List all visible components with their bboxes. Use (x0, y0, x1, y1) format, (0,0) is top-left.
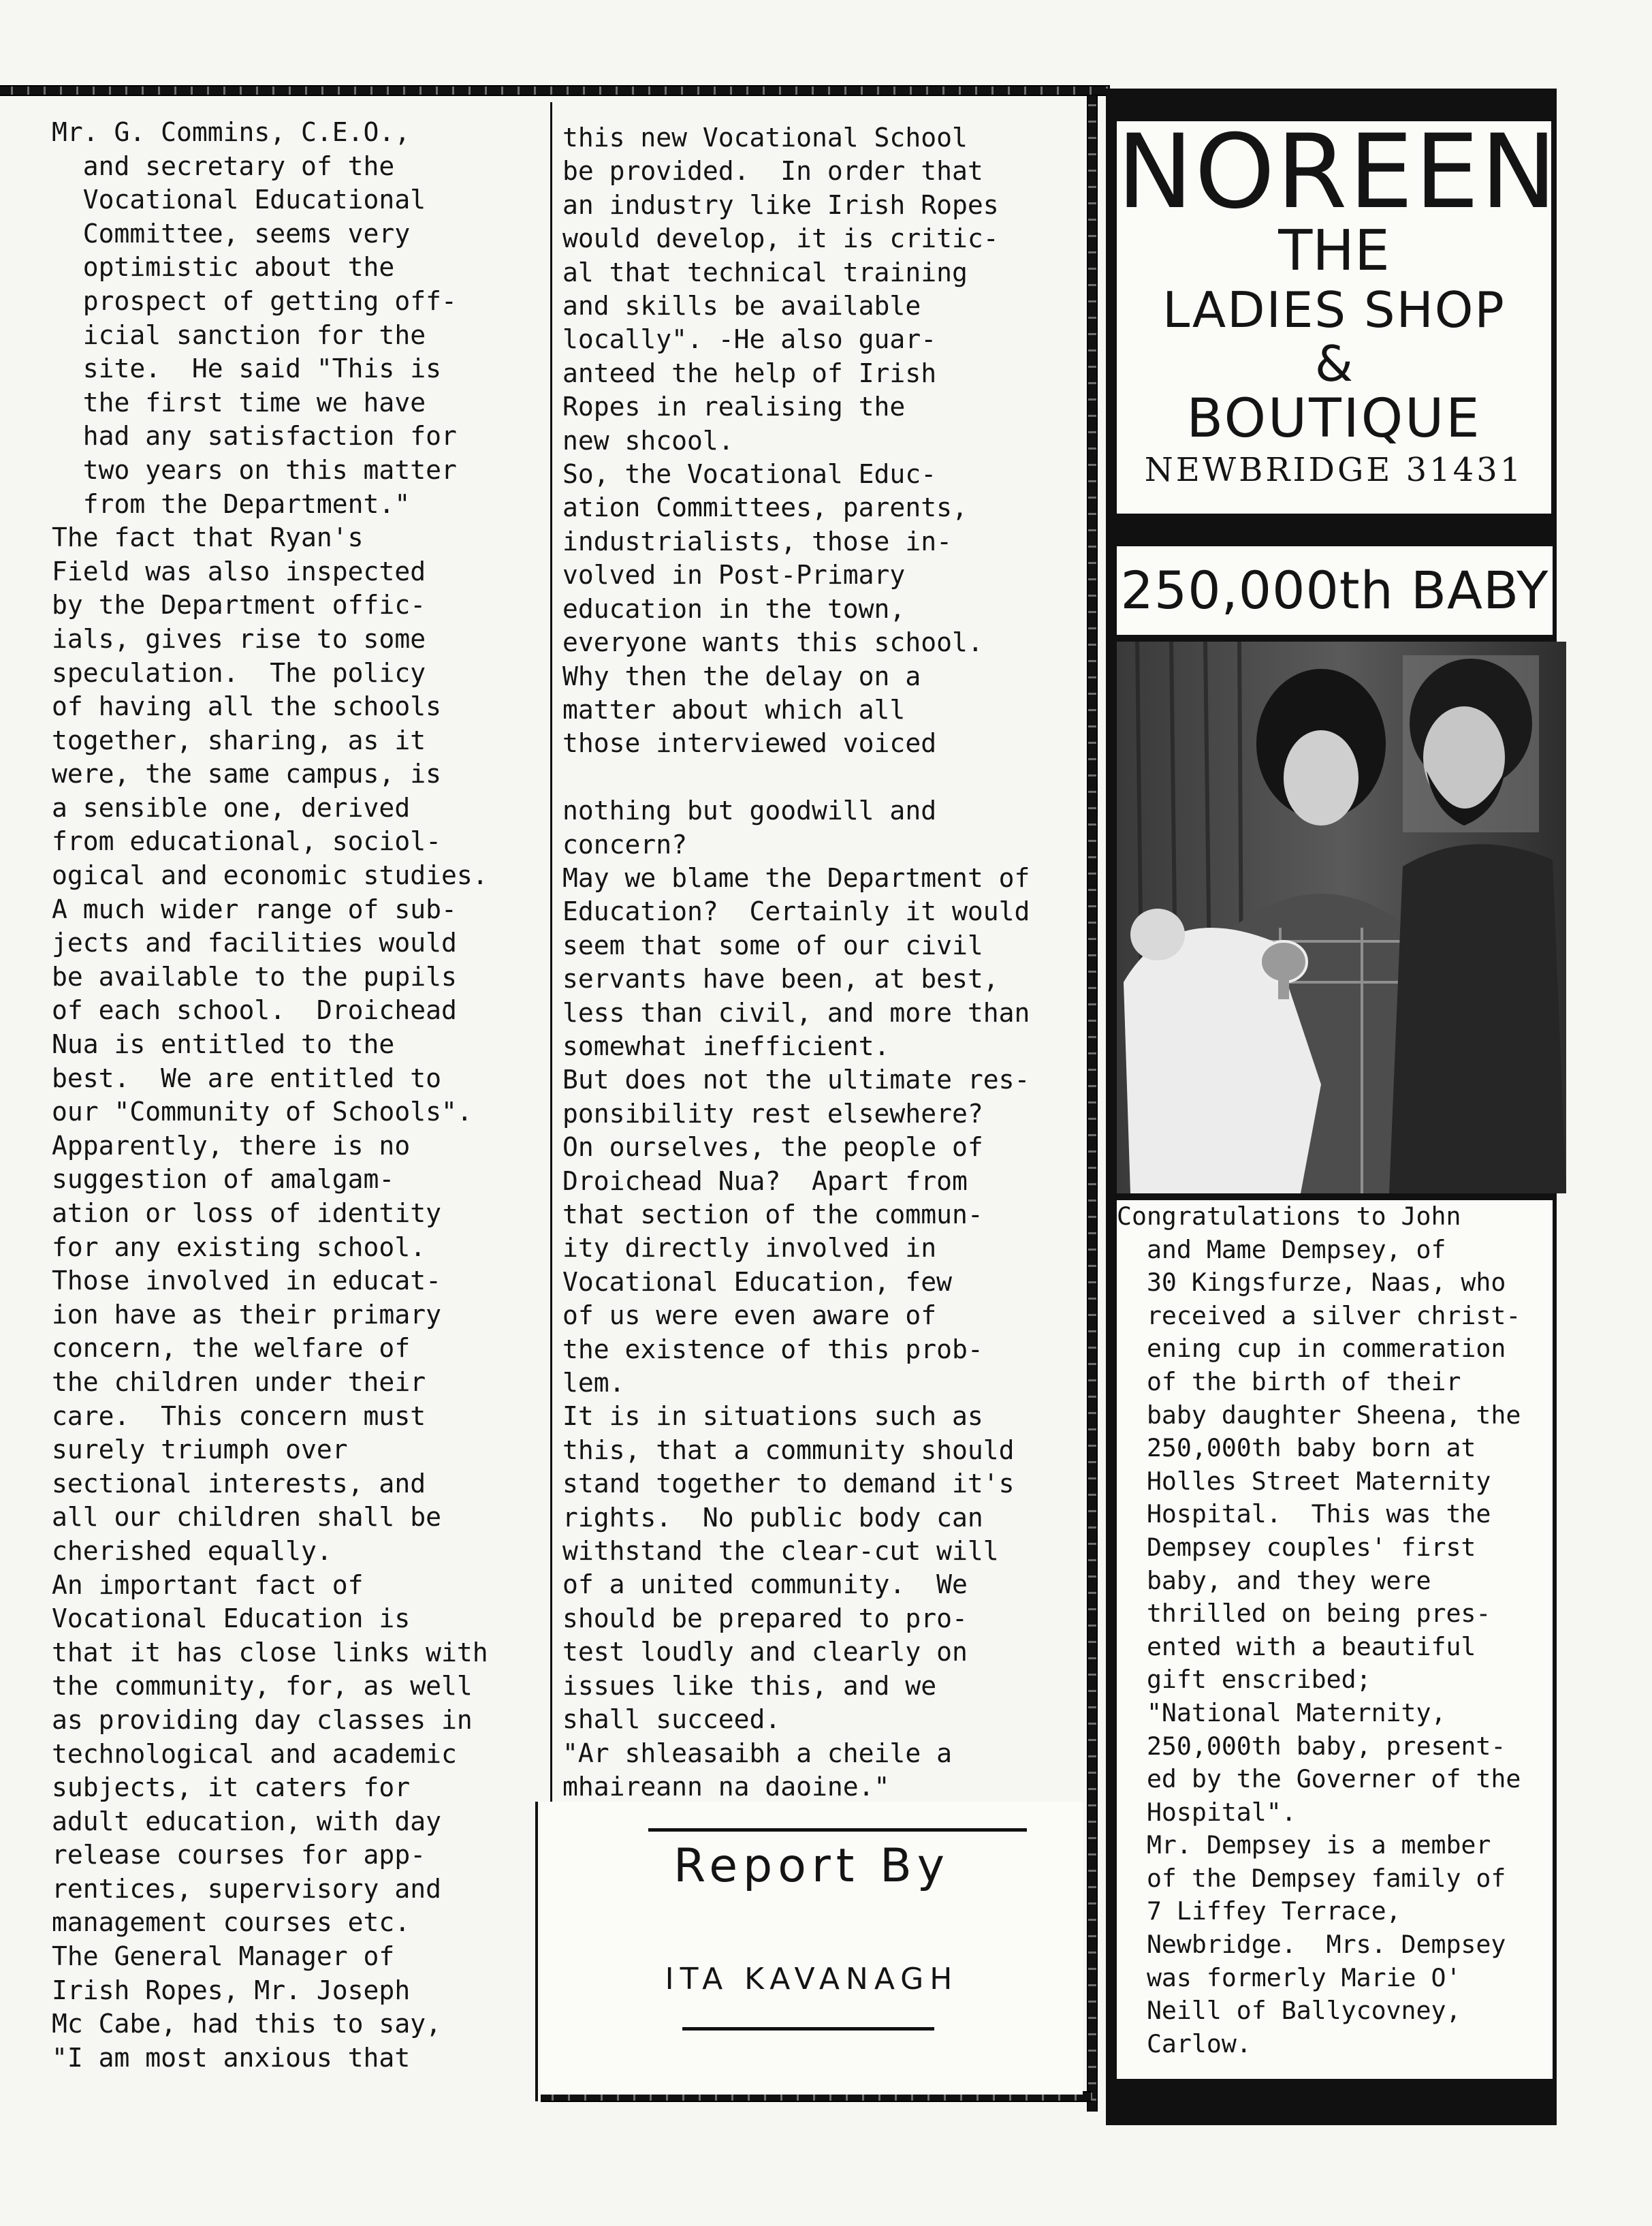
article-column-1: Mr. G. Commins, C.E.O., and secretary of the Vocational Educational Committee, seems very optimistic about the prospect of getting off- icial sanction for the site. He said "This is the first time we have had any satisfaction for two years on this matter from the Department." The fact that Ryan's Field was also inspected by the Department offic- ials, gives rise to some speculation. The policy of having all the schools together, sharing, as it were, the same campus, is a sensible one, derived from educational, sociol- ogical and economic studies. A much wider range of sub- jects and facilities would be available to the pupils of each school. Droichead Nua is entitled to the best. We are entitled to our "Community of Schools". Apparently, there is no suggestion of amalgam- ation or loss of identity for any existing school. Those involved in educat- ion have as their primary concern, the welfare of the children under their care. This concern must surely triumph over sectional interests, and all our children shall be cherished equally. An important fact of Vocational Education is that it has close links with the community, for, as well as providing day classes in technological and academic subjects, it caters for adult education, with day release courses for app- rentices, supervisory and management courses etc. The General Manager of Irish Ropes, Mr. Joseph Mc Cabe, had this to say, "I am most anxious that (52, 117, 488, 2073)
report-by-heading: Report By (673, 1839, 950, 1893)
advert-line-the: THE (1278, 219, 1390, 283)
noreen-advert (1117, 113, 1559, 514)
baby-banner-heading: 250,000th BABY (1117, 546, 1553, 635)
advert-line-ladies-shop: LADIES SHOP (1162, 281, 1506, 339)
silver-cup (1260, 941, 1307, 982)
cup-stem (1278, 979, 1289, 999)
advert-ampersand: & (1314, 335, 1354, 392)
woman-face (1284, 730, 1359, 826)
center-chain-border (1087, 95, 1098, 2112)
article-column-2: this new Vocational School be provided. In order that an industry like Irish Ropes would develop, it is critic- al that technical training and skills be available locally". -He also guar- anteed the help of Irish Ropes in realising the new shcool. So, the Vocational Educ- ation Committees, parents, industrialists, those in- volved in Post-Primary education in the town, everyone wants this school. Why then the delay on a matter about which all those interviewed voiced nothing but goodwill and concern? May we blame the Department of Education? Certainly it would seem that some of our civil servants have been, at best, less than civil, and more than somewhat inefficient. But does not the ultimate res- ponsibility rest elsewhere? On ourselves, the people of Droichead Nua? Apart from that section of the commun- ity directly involved in Vocational Education, few of us were even aware of the existence of this prob- lem. It is in situations such as this, that a community should stand together to demand it's rights. No public body can withstand the clear-cut will of a united community. We should be prepared to pro- test loudly and clearly on issues like this, and we shall succeed. "Ar shleasaibh a cheile a mhaireann na daoine." (562, 123, 1030, 1802)
man-jacket (1389, 844, 1566, 1193)
report-box-left-rule (535, 1802, 538, 2101)
christening-photo (1117, 642, 1566, 1193)
report-top-rule (648, 1828, 1027, 1832)
advert-phone: NEWBRIDGE 31431 (1144, 451, 1524, 489)
advert-line-boutique: BOUTIQUE (1186, 388, 1482, 450)
top-chain-border (0, 85, 1110, 96)
left-column-divider (550, 102, 552, 2084)
report-bottom-rule (682, 2027, 934, 2031)
report-author: ITA KAVANAGH (665, 1962, 959, 1996)
baby-face (1130, 909, 1185, 960)
photo-caption: Congratulations to John and Mame Dempsey, of 30 Kingsfurze, Naas, who received a silver christ- ening cup in commeration of the birth of their baby daughter Sheena, the 250,000th baby born at Holles Street Maternity Hospital. This was the Dempsey couples' first baby, and they were thrilled on being pres- ented with a beautiful gift enscribed; "National Maternity, 250,000th baby, present- ed by the Governer of the Hospital". Mr. Dempsey is a member of the Dempsey family of 7 Liffey Terrace, Newbridge. Mrs. Dempsey was formerly Marie O' Neill of Ballycovney, Carlow. (1117, 1202, 1521, 2058)
advert-shop-name: NOREEN (1117, 113, 1559, 232)
